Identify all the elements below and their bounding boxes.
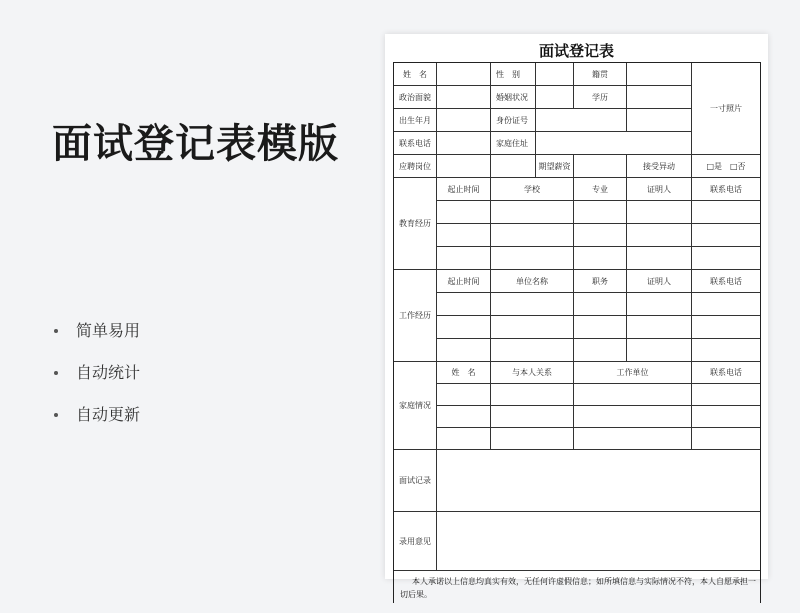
input-political[interactable] [437,86,491,109]
bullet-icon [54,413,58,417]
feature-label: 自动统计 [76,363,141,382]
transfer-checkboxes[interactable]: □是 □否 [692,155,760,178]
column-header: 联系电话 [692,270,760,293]
table-cell[interactable] [627,224,692,247]
input-name[interactable] [437,63,491,86]
label-gender: 性 别 [491,63,536,86]
label-name: 姓 名 [394,63,437,86]
table-cell[interactable] [491,428,574,450]
label-political: 政治面貌 [394,86,437,109]
form-title: 面试登记表 [538,42,614,60]
form-table [393,62,761,603]
table-cell[interactable] [437,384,491,406]
input-education[interactable] [627,86,692,109]
table-cell[interactable] [627,201,692,224]
input-marital[interactable] [536,86,574,109]
column-header: 证明人 [627,178,692,201]
bullet-icon [54,329,58,333]
table-cell[interactable] [491,384,574,406]
table-cell[interactable] [437,428,491,450]
column-header: 联系电话 [692,362,760,384]
label-hiring-opinion: 录用意见 [394,512,437,571]
table-cell[interactable] [574,406,692,428]
input-address[interactable] [536,132,692,155]
table-cell[interactable] [692,293,760,316]
table-cell[interactable] [437,293,491,316]
table-cell[interactable] [491,247,574,270]
label-native-place: 籍贯 [574,63,627,86]
label-marital: 婚姻状况 [491,86,536,109]
section-work: 工作经历 [394,270,437,362]
table-cell[interactable] [437,339,491,362]
label-education: 学历 [574,86,627,109]
label-id-number: 身份证号 [491,109,536,132]
label-interview-record: 面试记录 [394,450,437,512]
table-cell[interactable] [437,224,491,247]
column-header: 学校 [491,178,574,201]
column-header: 职务 [574,270,627,293]
table-cell[interactable] [692,201,760,224]
column-header: 专业 [574,178,627,201]
table-cell[interactable] [574,339,627,362]
label-position: 应聘岗位 [394,155,437,178]
column-header: 单位名称 [491,270,574,293]
table-cell[interactable] [627,293,692,316]
table-cell[interactable] [692,428,760,450]
column-header: 起止时间 [437,178,491,201]
input-position[interactable] [437,155,491,178]
table-cell[interactable] [574,201,627,224]
column-header: 联系电话 [692,178,760,201]
feature-item [54,352,140,394]
table-cell[interactable] [491,339,574,362]
column-header: 姓 名 [437,362,491,384]
table-cell[interactable] [692,384,760,406]
feature-item [54,310,140,352]
input-id-number[interactable] [536,109,627,132]
table-cell[interactable] [437,316,491,339]
column-header: 与本人关系 [491,362,574,384]
label-address: 家庭住址 [491,132,536,155]
section-education: 教育经历 [394,178,437,270]
table-cell[interactable] [692,339,760,362]
input-position-ext[interactable] [491,155,536,178]
table-cell[interactable] [574,293,627,316]
table-cell[interactable] [491,316,574,339]
input-phone[interactable] [437,132,491,155]
input-interview-record[interactable] [437,450,760,512]
label-birth: 出生年月 [394,109,437,132]
bullet-icon [54,371,58,375]
table-cell[interactable] [437,406,491,428]
table-cell[interactable] [692,224,760,247]
table-cell[interactable] [574,316,627,339]
input-hiring-opinion[interactable] [437,512,760,571]
table-cell[interactable] [627,339,692,362]
label-phone: 联系电话 [394,132,437,155]
table-cell[interactable] [574,247,627,270]
table-cell[interactable] [574,384,692,406]
table-cell[interactable] [692,316,760,339]
feature-list [54,310,140,436]
input-id-number-ext[interactable] [627,109,692,132]
declaration-text: 本人承诺以上信息均真实有效，无任何许虚假信息；如所填信息与实际情况不符，本人自愿承担一切后果。 [400,577,756,599]
page-title: 面试登记表模版 [52,121,339,167]
feature-label: 自动更新 [76,405,141,424]
table-cell[interactable] [692,406,760,428]
input-salary[interactable] [574,155,627,178]
table-cell[interactable] [627,316,692,339]
input-gender[interactable] [536,63,574,86]
feature-item [54,394,140,436]
label-salary: 期望薪资 [536,155,574,178]
input-birth[interactable] [437,109,491,132]
table-cell[interactable] [491,406,574,428]
table-cell[interactable] [437,201,491,224]
table-cell[interactable] [574,224,627,247]
section-family: 家庭情况 [394,362,437,450]
label-transfer: 接受异动 [627,155,692,178]
feature-label: 简单易用 [76,321,141,340]
input-native-place[interactable] [627,63,692,86]
column-header: 起止时间 [437,270,491,293]
table-cell[interactable] [491,293,574,316]
column-header: 工作单位 [574,362,692,384]
column-header: 证明人 [627,270,692,293]
table-cell[interactable] [574,428,692,450]
table-cell[interactable] [692,247,760,270]
table-cell[interactable] [491,201,574,224]
table-cell[interactable] [627,247,692,270]
form-preview-paper [385,34,768,599]
table-cell[interactable] [491,224,574,247]
table-cell[interactable] [437,247,491,270]
photo-box: 一寸照片 [692,63,760,155]
